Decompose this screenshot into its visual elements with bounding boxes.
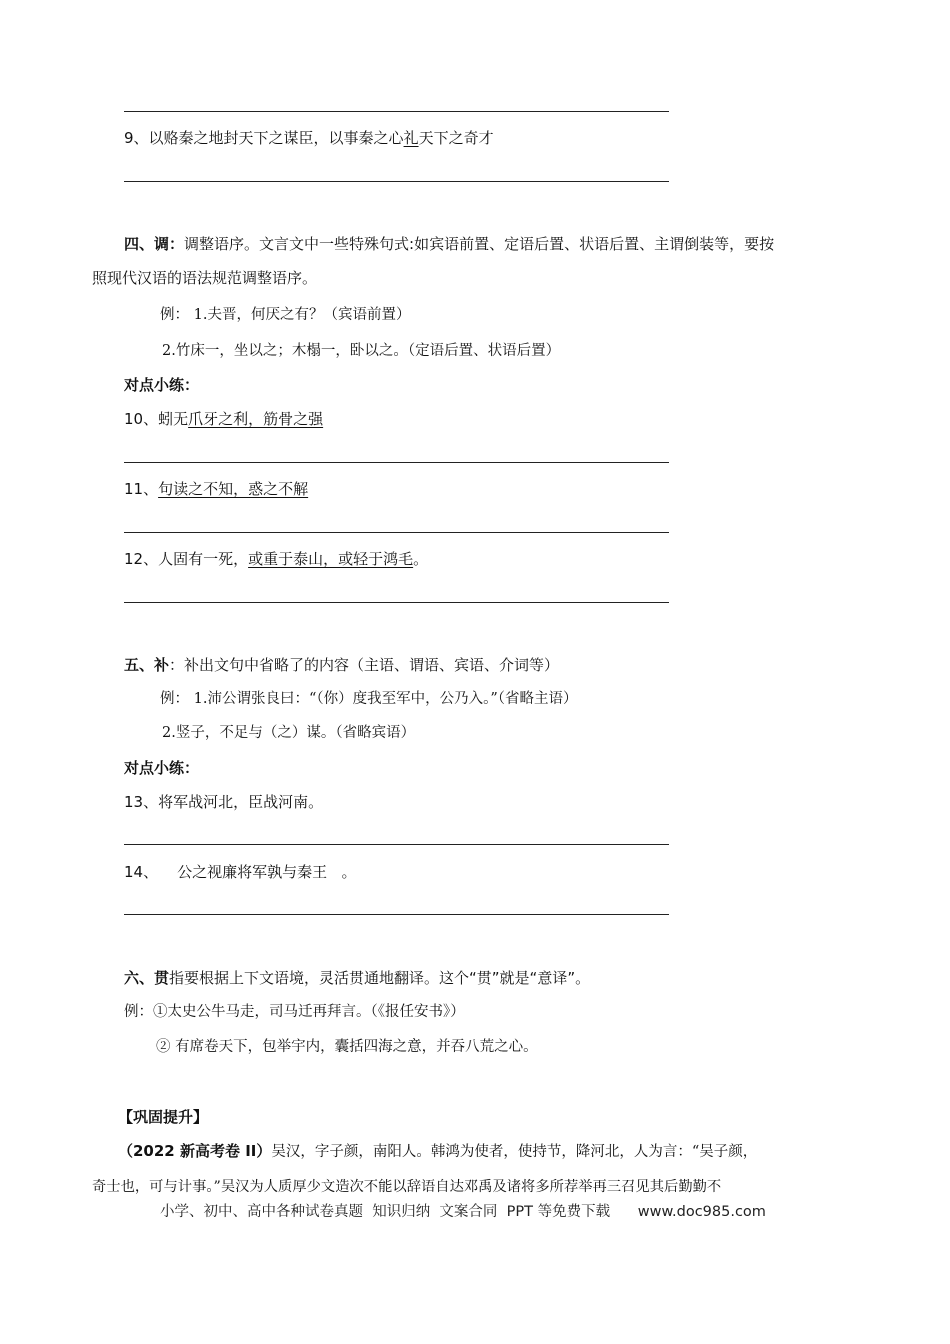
question-9: 9、以赂秦之地封天下之谋臣，以事秦之心礼天下之奇才: [124, 129, 494, 147]
section-6-line: 六、贯指要根据上下文语境，灵活贯通地翻译。这个“贯”就是“意译”。: [124, 969, 591, 987]
practice-heading: 对点小练：: [124, 759, 200, 777]
question-12: 12、人固有一死，或重于泰山，或轻于鸿毛。: [124, 550, 429, 568]
example-2: ② 有席卷天下，包举宇内，囊括四海之意，并吞八荒之心。: [156, 1039, 538, 1055]
section-4-line1: 四、调：调整语序。文言文中一些特殊句式:如宾语前置、定语后置、状语后置、主谓倒装等，要按: [124, 235, 775, 253]
question-11: 11、句读之不知，惑之不解: [124, 480, 309, 498]
consolidate-heading: 【巩固提升】: [118, 1108, 209, 1126]
example-2: 2.竹床一，坐以之；木榻一，卧以之。（定语后置、状语后置）: [162, 343, 561, 359]
section-4-line2: 照现代汉语的语法规范调整语序。: [92, 269, 318, 287]
example-1: 例：①太史公牛马走，司马迁再拜言。（《报任安书》）: [124, 1004, 465, 1020]
answer-line: [124, 111, 669, 112]
section-5-line: 五、补：补出文句中省略了的内容（主语、谓语、宾语、介词等）: [124, 656, 560, 674]
passage-line2: 奇士也，可与计事。”吴汉为人质厚少文造次不能以辞语自达邓禹及诸将多所荐举再三召见其后勤勤不: [92, 1179, 722, 1195]
question-10: 10、蚓无爪牙之利，筋骨之强: [124, 410, 324, 428]
answer-line: [124, 602, 669, 603]
answer-line: [124, 532, 669, 533]
passage-line1: （2022 新高考卷 II）吴汉，字子颜，南阳人。韩鸿为使者，使持节，降河北，人为言：“吴子颜，: [118, 1142, 758, 1160]
answer-line: [124, 462, 669, 463]
example-2: 2.竖子，不足与（之）谋。（省略宾语）: [162, 725, 416, 741]
answer-line: [124, 914, 669, 915]
practice-heading: 对点小练：: [124, 376, 200, 394]
answer-line: [124, 844, 669, 845]
example-1: 例： 1.沛公谓张良曰：“（你）度我至军中，公乃入。”（省略主语）: [160, 691, 578, 707]
question-14: 14、 公之视廉将军孰与秦王 。: [124, 863, 357, 881]
question-13: 13、将军战河北，臣战河南。: [124, 793, 324, 811]
example-1: 例： 1.夫晋，何厌之有？（宾语前置）: [160, 307, 411, 323]
answer-line: [124, 181, 669, 182]
page-footer: 小学、初中、高中各种试卷真题 知识归纳 文案合同 PPT 等免费下载 www.doc985.com: [160, 1204, 766, 1220]
